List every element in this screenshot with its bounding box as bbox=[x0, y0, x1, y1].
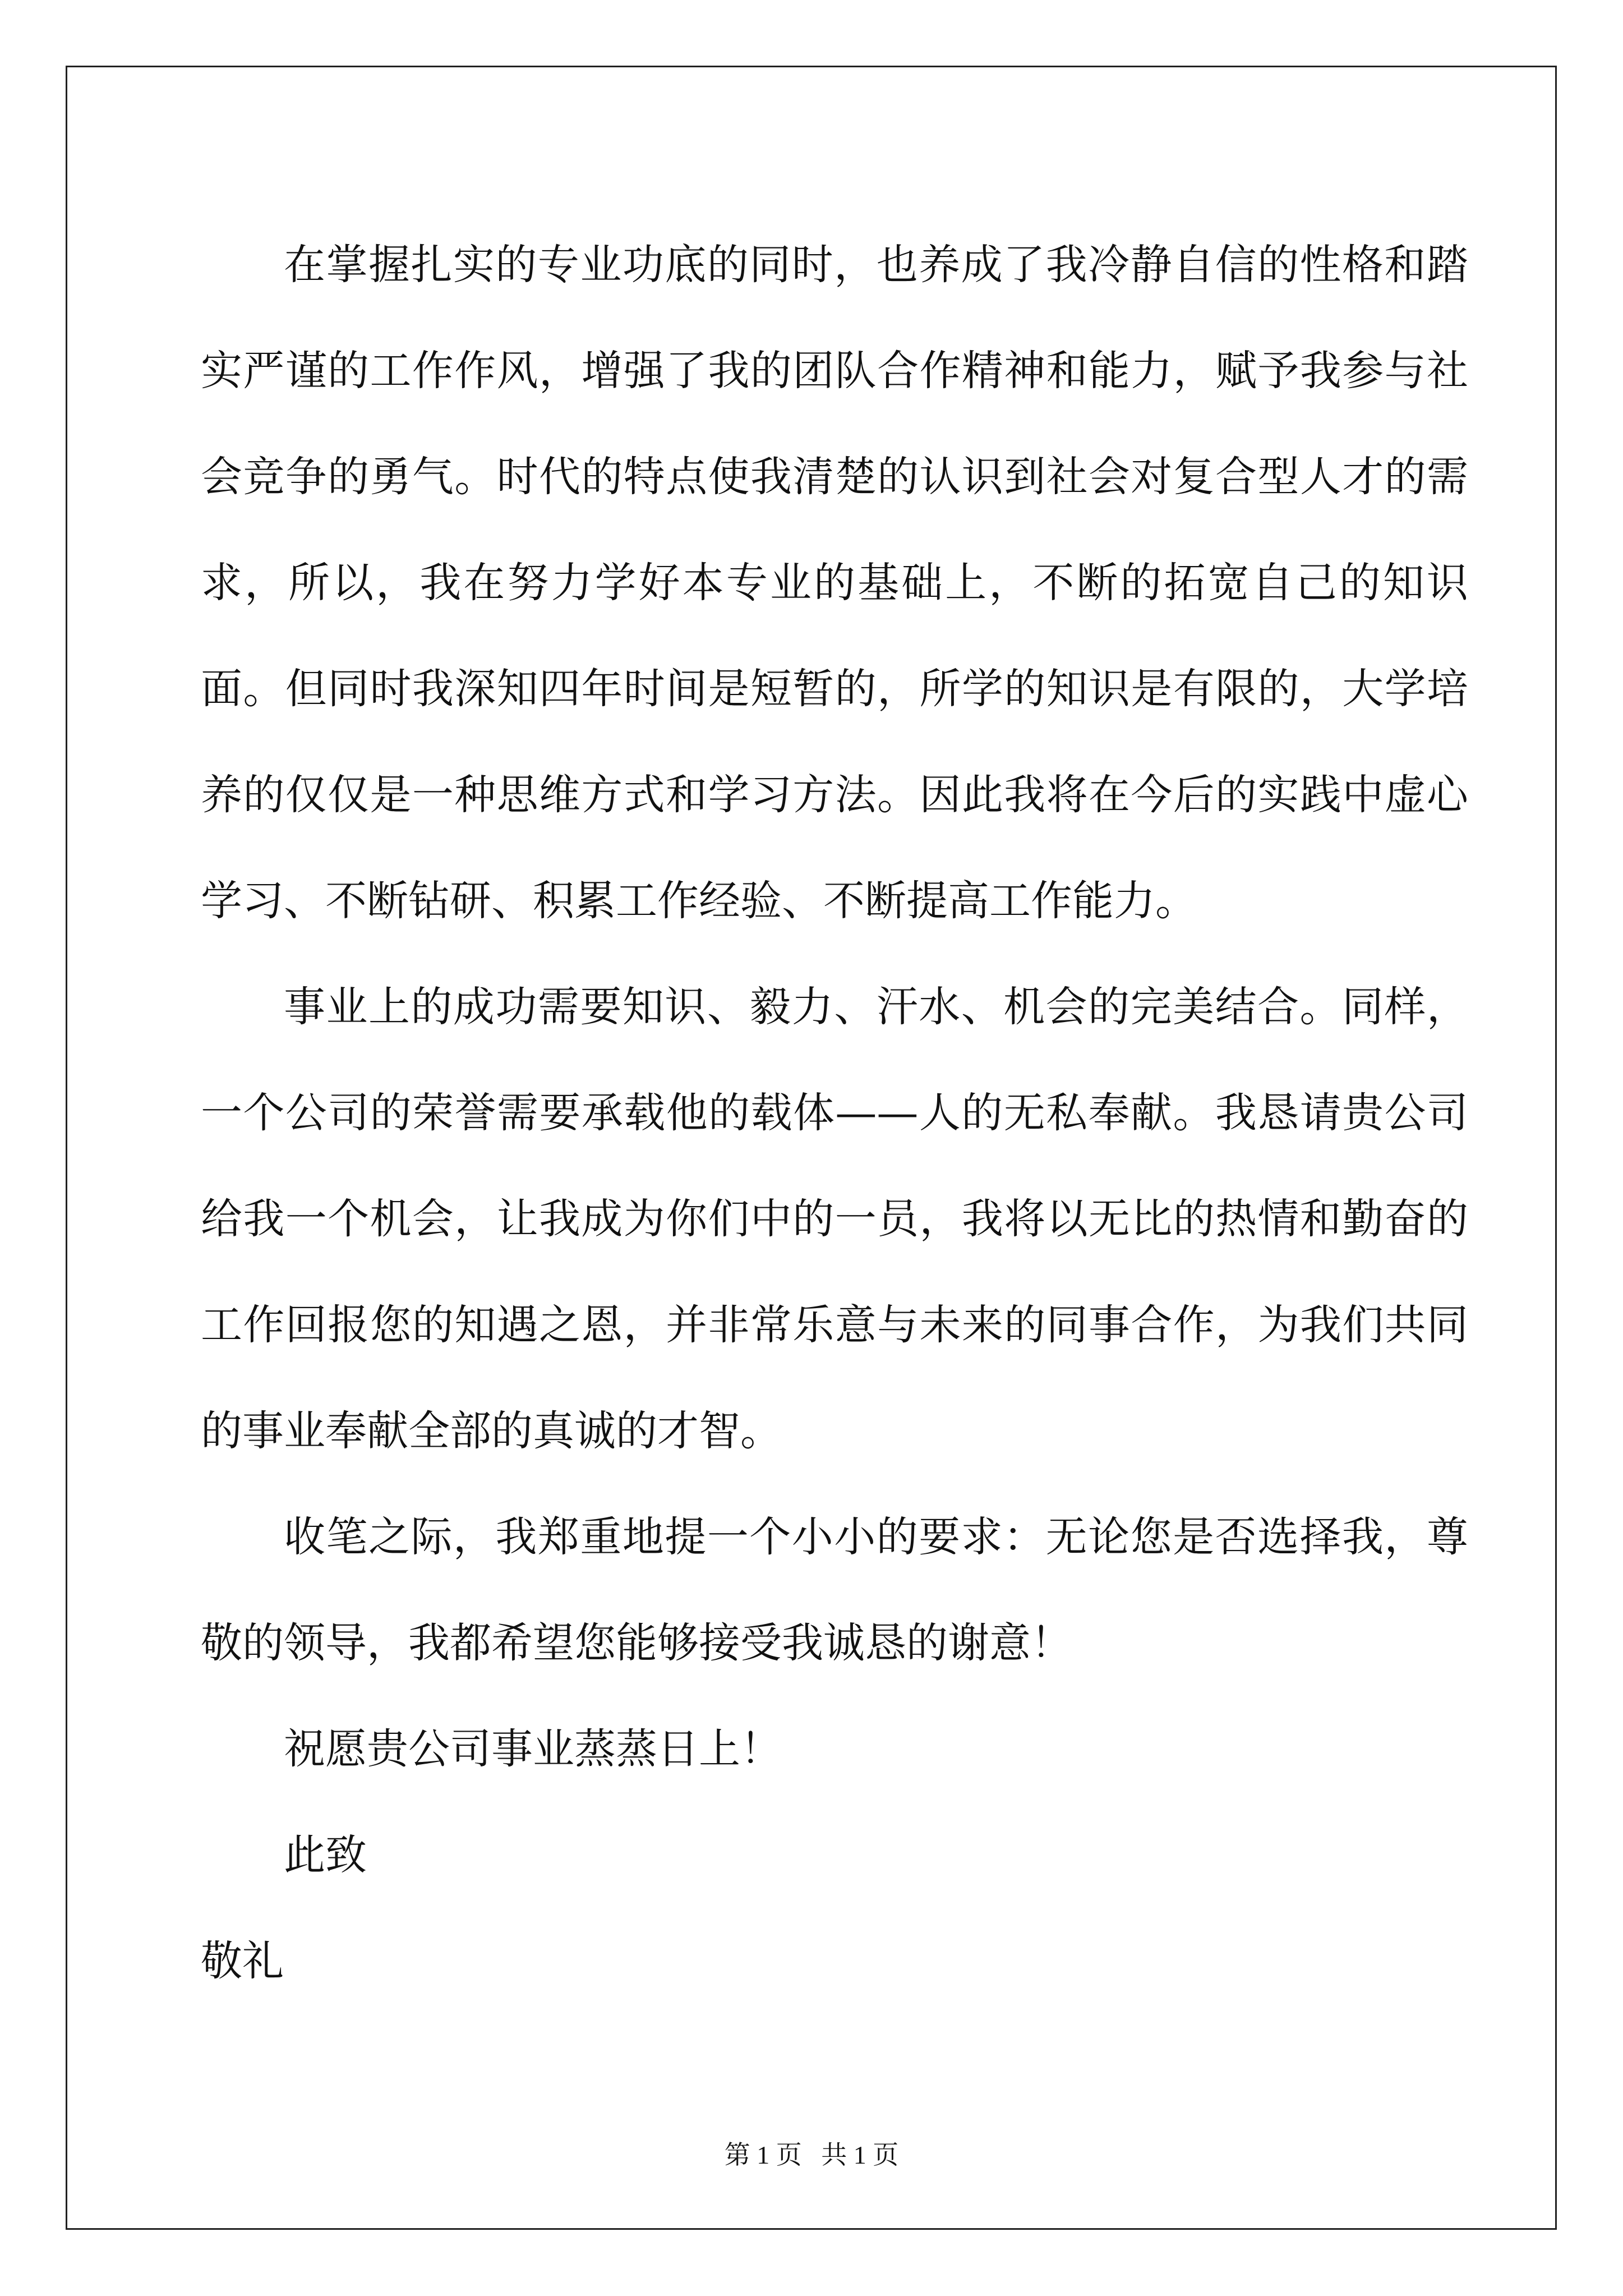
closing-line: 敬礼 bbox=[201, 1937, 284, 1985]
page-number-footer: 第 1 页 共 1 页 bbox=[724, 2141, 899, 2169]
salutation-line: 此致 bbox=[284, 1831, 367, 1879]
letter-body bbox=[201, 212, 1468, 2014]
paragraph-request: 收笔之际，我郑重地提一个小小的要求：无论您是否选择我，尊敬的领导，我都希望您能够接受我诚恳的谢意！ bbox=[201, 1513, 1468, 1667]
paragraph-skills: 在掌握扎实的专业功底的同时，也养成了我冷静自信的性格和踏实严谨的工作作风，增强了我的团队合作精神和能力，赋予我参与社会竞争的勇气。时代的特点使我清楚的认识到社会对复合型人才的需求，所以，我在努力学好本专业的基础上，不断的拓宽自己的知识面。但同时我深知四年时间是短暂的，所学的知识是有限的，大学培养的仅仅是一种思维方式和学习方法。因此我将在今后的实践中虚心学习、不断钻研、积累工作经验、不断提高工作能力。 bbox=[201, 241, 1468, 925]
paragraph-opportunity: 事业上的成功需要知识、毅力、汗水、机会的完美结合。同样，一个公司的荣誉需要承载他的载体——人的无私奉献。我恳请贵公司给我一个机会，让我成为你们中的一员，我将以无比的热情和勤奋的工作回报您的知遇之恩，并非常乐意与未来的同事合作，为我们共同的事业奉献全部的真诚的才智。 bbox=[201, 983, 1468, 1455]
paragraph-wishes: 祝愿贵公司事业蒸蒸日上！ bbox=[284, 1725, 782, 1773]
